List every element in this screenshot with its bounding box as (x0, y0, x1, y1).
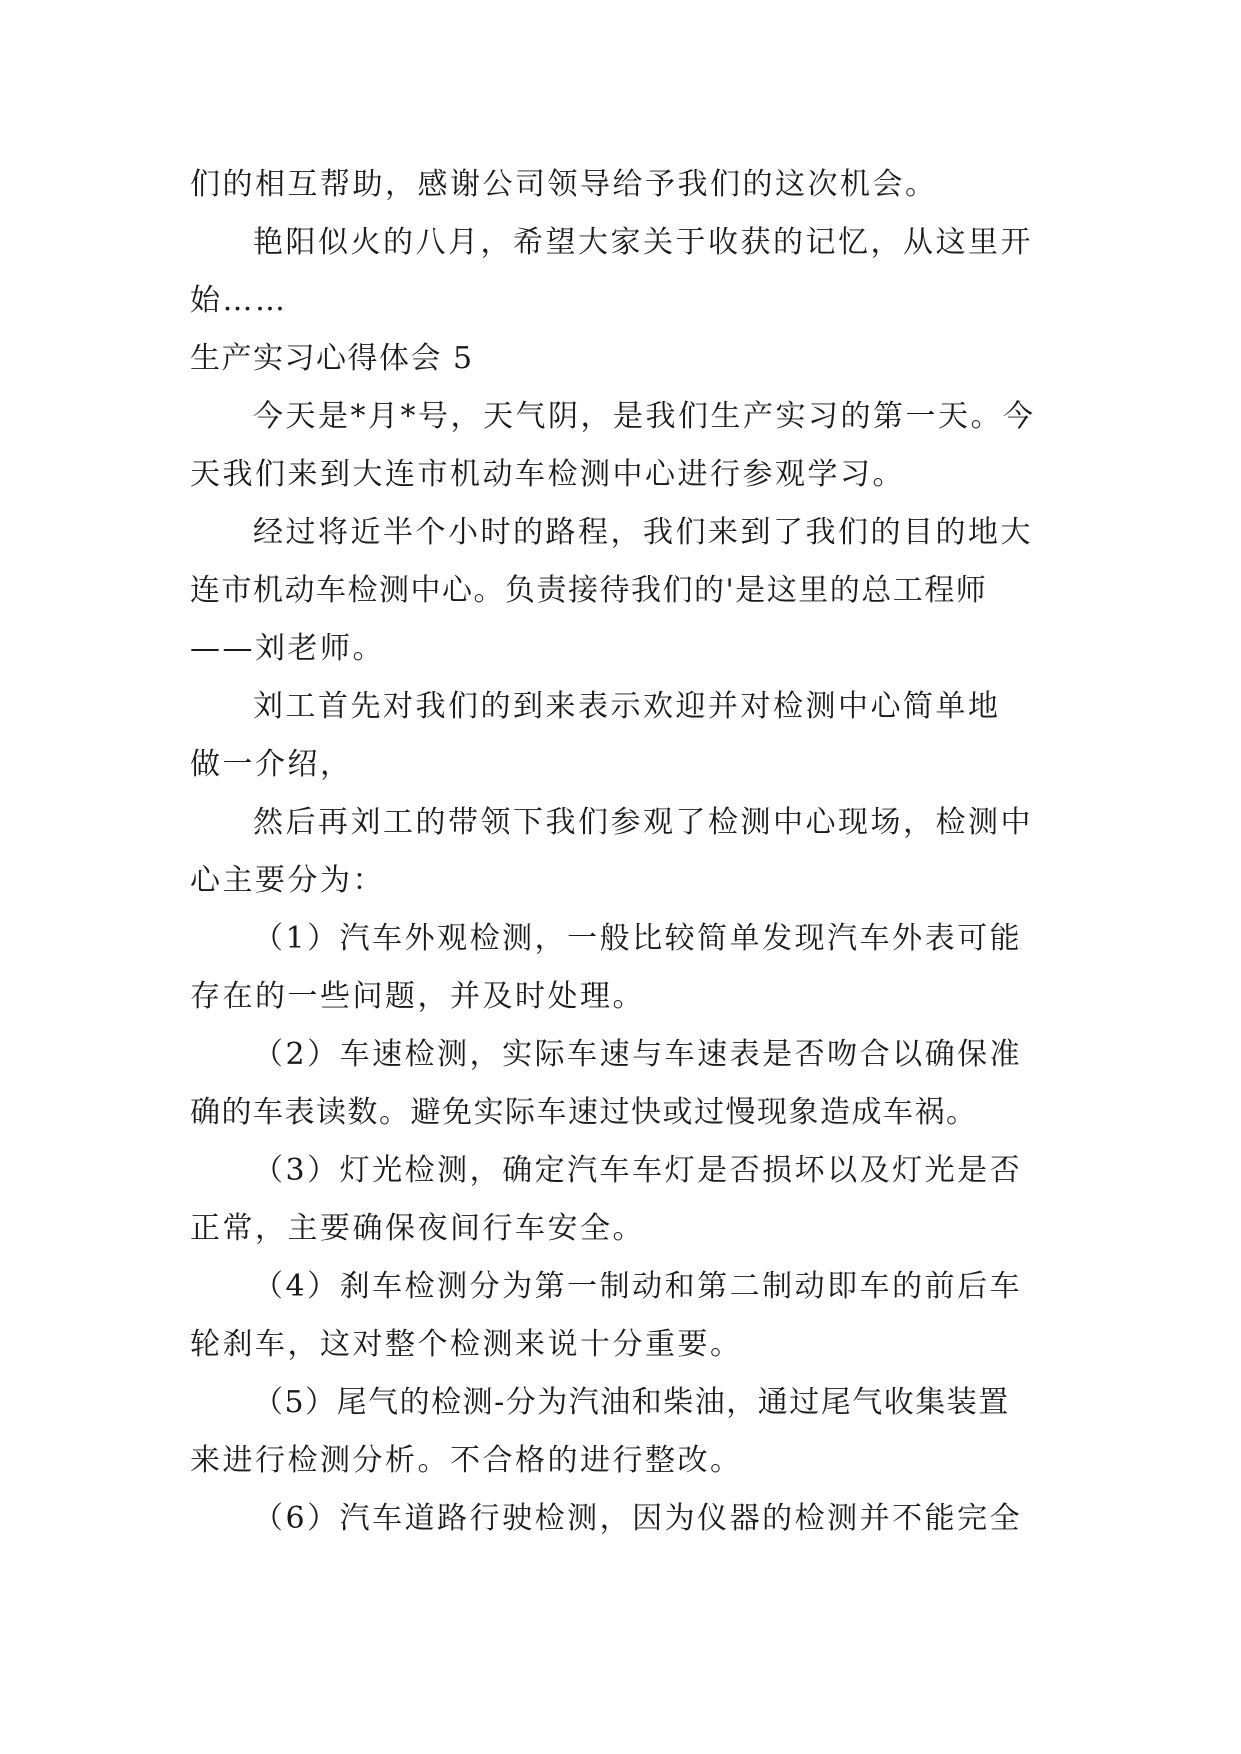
text-line: 艳阳似火的八月，希望大家关于收获的记忆，从这里开 (253, 225, 1033, 260)
text-line: ——刘老师。 (190, 631, 385, 666)
text-line: 存在的一些问题，并及时处理。 (190, 979, 645, 1014)
text-line: 连市机动车检测中心。负责接待我们的'是这里的总工程师 (190, 573, 988, 608)
text-line: 正常，主要确保夜间行车安全。 (190, 1211, 645, 1246)
text-line: 们的相互帮助，感谢公司领导给予我们的这次机会。 (190, 167, 938, 202)
text-line: 经过将近半个小时的路程，我们来到了我们的目的地大 (253, 515, 1033, 550)
text-line: 然后再刘工的带领下我们参观了检测中心现场，检测中 (253, 805, 1033, 840)
text-line: 天我们来到大连市机动车检测中心进行参观学习。 (190, 457, 905, 492)
list-item-5: （5）尾气的检测-分为汽油和柴油，通过尾气收集装置 (253, 1385, 1010, 1420)
text-line: 始…… (190, 283, 288, 318)
text-line: 轮刹车，这对整个检测来说十分重要。 (190, 1327, 743, 1362)
list-item-6: （6）汽车道路行驶检测，因为仪器的检测并不能完全 (253, 1501, 1023, 1536)
text-line: 做一介绍， (190, 747, 353, 782)
list-item-2: （2）车速检测，实际车速与车速表是否吻合以确保准 (253, 1037, 1023, 1072)
text-line: 来进行检测分析。不合格的进行整改。 (190, 1443, 743, 1478)
text-line: 刘工首先对我们的到来表示欢迎并对检测中心简单地 (253, 689, 1001, 724)
list-item-4: （4）刹车检测分为第一制动和第二制动即车的前后车 (253, 1269, 1023, 1304)
text-line: 确的车表读数。避免实际车速过快或过慢现象造成车祸。 (190, 1095, 978, 1130)
list-item-1: （1）汽车外观检测，一般比较简单发现汽车外表可能 (253, 921, 1023, 956)
section-heading: 生产实习心得体会 5 (190, 341, 474, 376)
list-item-3: （3）灯光检测，确定汽车车灯是否损坏以及灯光是否 (253, 1153, 1023, 1188)
text-line: 心主要分为： (190, 863, 385, 898)
text-line: 今天是*月*号，天气阴，是我们生产实习的第一天。今 (253, 399, 1036, 434)
